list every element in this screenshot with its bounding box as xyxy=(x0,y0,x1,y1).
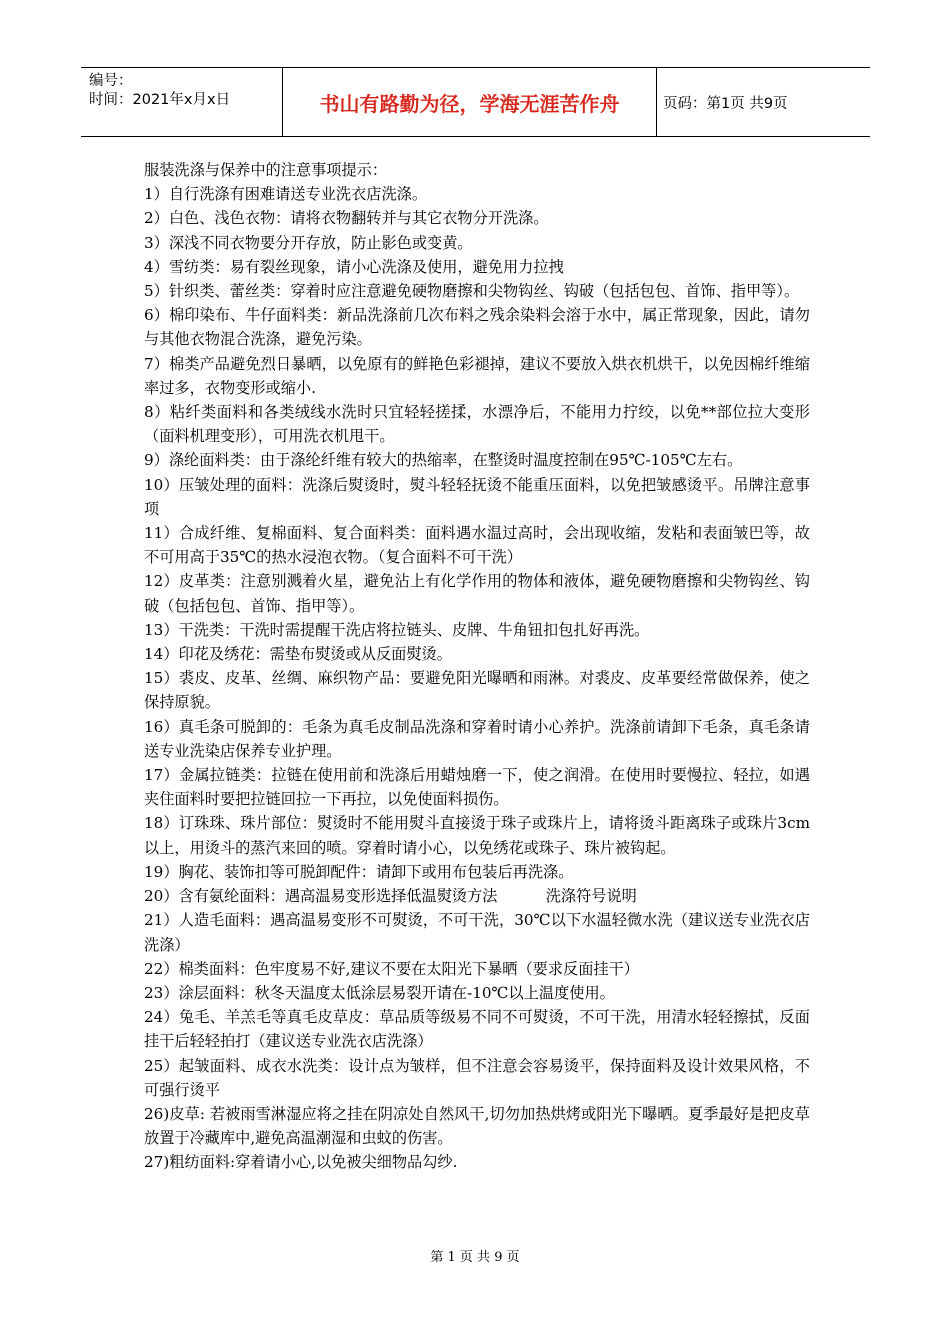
list-item: 7）棉类产品避免烈日暴晒，以免原有的鲜艳色彩褪掉，建议不要放入烘衣机烘干，以免因棉纤维缩率过多，衣物变形或缩小. xyxy=(144,354,810,397)
list-item: 19）胸花、装饰扣等可脱卸配件：请卸下或用布包装后再洗涤。 xyxy=(144,862,574,881)
list-item: 2）白色、浅色衣物：请将衣物翻转并与其它衣物分开洗涤。 xyxy=(144,209,549,228)
list-item: 9）涤纶面料类：由于涤纶纤维有较大的热缩率，在整烫时温度控制在95℃-105℃左右。 xyxy=(144,451,743,470)
list-item: 4）雪纺类：易有裂丝现象，请小心洗涤及使用，避免用力拉拽 xyxy=(144,257,564,276)
header-page-number: 页码：第1页 共9页 xyxy=(663,95,788,112)
document-body xyxy=(144,158,810,1175)
list-item: 6）棉印染布、牛仔面料类：新品洗涤前几次布料之残余染料会溶于水中，属正常现象，因此，请勿与其他衣物混合洗涤，避免污染。 xyxy=(144,306,810,349)
page-footer: 第 1 页 共 9 页 xyxy=(430,1250,520,1265)
list-item: 18）订珠珠、珠片部位：熨烫时不能用熨斗直接烫于珠子或珠片上，请将烫斗距离珠子或珠片3cm以上，用烫斗的蒸汽来回的喷。穿着时请小心，以免绣花或珠子、珠片被钩起。 xyxy=(144,814,810,857)
list-item: 26)皮草: 若被雨雪淋湿应将之挂在阴凉处自然风干,切勿加热烘烤或阳光下曝晒。夏季最好是把皮草放置于冷藏库中,避免高温潮湿和虫蚊的伤害。 xyxy=(144,1104,810,1148)
list-item: 24）兔毛、羊羔毛等真毛皮草皮：草品质等级易不同不可熨烫，不可干洗，用清水轻轻擦拭，反面挂干后轻轻拍打（建议送专业洗衣店洗涤） xyxy=(144,1008,810,1051)
document-title: 服装洗涤与保养中的注意事项提示： xyxy=(144,161,387,179)
list-item: 15）裘皮、皮革、丝绸、麻织物产品：要避免阳光曝晒和雨淋。对裘皮、皮革要经常做保养，使之保持原貌。 xyxy=(144,669,810,712)
list-item: 5）针织类、蕾丝类：穿着时应注意避免硬物磨擦和尖物钩丝、钩破（包括包包、首饰、指甲等）。 xyxy=(144,282,800,301)
list-item: 13）干洗类：干洗时需提醒干洗店将拉链头、皮牌、牛角钮扣包扎好再洗。 xyxy=(144,620,650,639)
list-item: 23）涂层面料：秋冬天温度太低涂层易裂开请在-10℃以上温度使用。 xyxy=(144,983,615,1002)
list-item: 14）印花及绣花：需垫布熨烫或从反面熨烫。 xyxy=(144,645,452,664)
list-item: 11）合成纤维、复棉面料、复合面料类：面料遇水温过高时，会出现收缩，发粘和表面皱巴等，故不可用高于35℃的热水浸泡衣物。（复合面料不可干洗） xyxy=(144,524,810,567)
list-item: 20）含有氨纶面料：遇高温易变形选择低温熨烫方法 洗涤符号说明 xyxy=(144,887,637,906)
list-item: 16）真毛条可脱卸的：毛条为真毛皮制品洗涤和穿着时请小心养护。洗涤前请卸下毛条，真毛条请送专业洗染店保养专业护理。 xyxy=(144,717,810,760)
document-number-label: 编号： xyxy=(89,73,133,89)
header-info xyxy=(81,68,283,136)
list-item: 22）棉类面料：色牢度易不好,建议不要在太阳光下暴晒（要求反面挂干） xyxy=(144,959,639,978)
page-header xyxy=(81,67,870,137)
list-item: 17）金属拉链类：拉链在使用前和洗涤后用蜡烛磨一下，使之润滑。在使用时要慢拉、轻拉，如遇夹住面料时要把拉链回拉一下再拉，以免使面料损伤。 xyxy=(144,766,810,809)
list-item: 8）粘纤类面料和各类绒线水洗时只宜轻轻搓揉，水漂净后，不能用力拧绞，以免**部位拉大变形（面料机理变形），可用洗衣机甩干。 xyxy=(144,403,810,446)
list-item: 25）起皱面料、成衣水洗类：设计点为皱样，但不注意会容易烫平，保持面料及设计效果风格，不可强行烫平 xyxy=(144,1056,810,1099)
list-item: 27)粗纺面料:穿着请小心,以免被尖细物品勾纱. xyxy=(144,1153,458,1172)
header-motto: 书山有路勤为径，学海无涯苦作舟 xyxy=(283,68,657,136)
document-time-label: 时间：2021年x月x日 xyxy=(89,92,231,108)
list-item: 10）压皱处理的面料：洗涤后熨烫时，熨斗轻轻抚烫不能重压面料，以免把皱感烫平。吊牌注意事项 xyxy=(144,475,810,518)
list-item: 3）深浅不同衣物要分开存放，防止影色或变黄。 xyxy=(144,233,473,252)
list-item: 1）自行洗涤有困难请送专业洗衣店洗涤。 xyxy=(144,185,428,204)
list-item: 21）人造毛面料：遇高温易变形不可熨烫，不可干洗，30℃以下水温轻微水洗（建议送专业洗衣店洗涤） xyxy=(144,911,810,954)
list-item: 12）皮革类：注意别溅着火星，避免沾上有化学作用的物体和液体，避免硬物磨擦和尖物钩丝、钩破（包括包包、首饰、指甲等）。 xyxy=(144,572,810,615)
